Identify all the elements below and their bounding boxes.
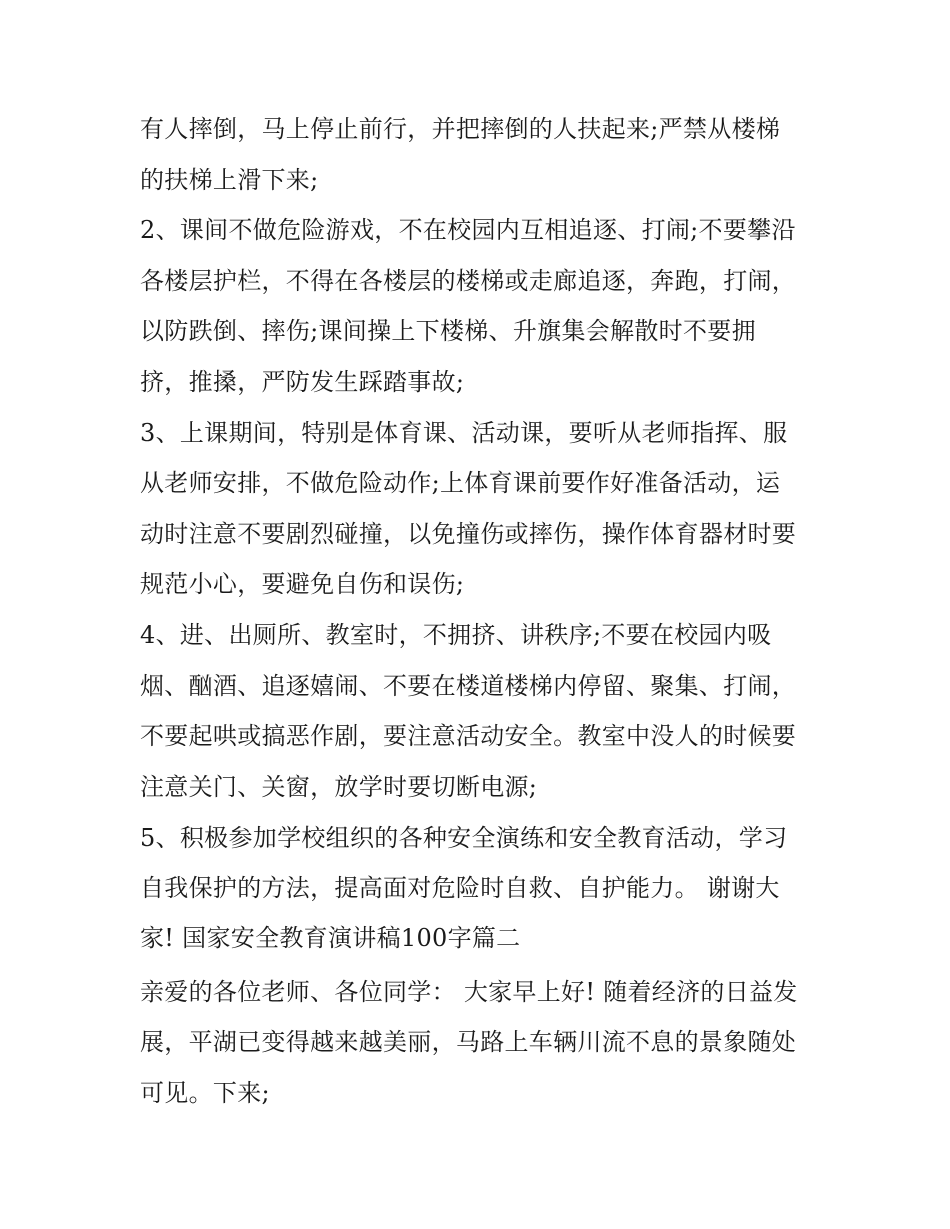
text-line-2: 的扶梯上滑下来; xyxy=(140,166,319,194)
text-line-10: 规范小心，要避免自伤和误伤; xyxy=(140,570,465,598)
text-line-13: 不要起哄或搞恶作剧，要注意活动安全。教室中没人的时候要 xyxy=(140,722,797,750)
text-line-11: 4、进、出厕所、教室时，不拥挤、讲秩序;不要在校园内吸 xyxy=(140,621,772,649)
text-line-16: 自我保护的方法，提高面对危险时自救、自护能力。 谢谢大 xyxy=(140,874,780,902)
text-line-19: 展，平湖已变得越来越美丽，马路上车辆川流不息的景象随处 xyxy=(140,1028,797,1056)
text-line-8: 从老师安排，不做危险动作;上体育课前要作好准备活动，运 xyxy=(140,469,781,497)
text-line-5: 以防跌倒、摔伤;课间操上下楼梯、升旗集会解散时不要拥 xyxy=(140,317,756,345)
text-line-18: 亲爱的各位老师、各位同学： 大家早上好! 随着经济的日益发 xyxy=(140,978,798,1006)
text-line-15: 5、积极参加学校组织的各种安全演练和安全教育活动，学习 xyxy=(140,824,788,852)
text-line-20: 可见。下来; xyxy=(140,1079,270,1107)
text-line-7: 3、上课期间，特别是体育课、活动课，要听从老师指挥、服 xyxy=(140,419,788,447)
text-line-6: 挤，推搡，严防发生踩踏事故; xyxy=(140,368,465,396)
text-line-1: 有人摔倒，马上停止前行，并把摔倒的人扶起来;严禁从楼梯 xyxy=(140,115,781,143)
text-line-9: 动时注意不要剧烈碰撞，以免撞伤或摔伤，操作体育器材时要 xyxy=(140,520,797,548)
text-line-14: 注意关门、关窗，放学时要切断电源; xyxy=(140,773,538,801)
text-line-3: 2、课间不做危险游戏，不在校园内互相追逐、打闹;不要攀沿 xyxy=(140,216,796,244)
text-line-17: 家! 国家安全教育演讲稿100字篇二 xyxy=(140,924,521,952)
text-line-4: 各楼层护栏，不得在各楼层的楼梯或走廊追逐，奔跑，打闹， xyxy=(140,267,797,295)
text-line-12: 烟、酗酒、追逐嬉闹、不要在楼道楼梯内停留、聚集、打闹， xyxy=(140,672,797,700)
